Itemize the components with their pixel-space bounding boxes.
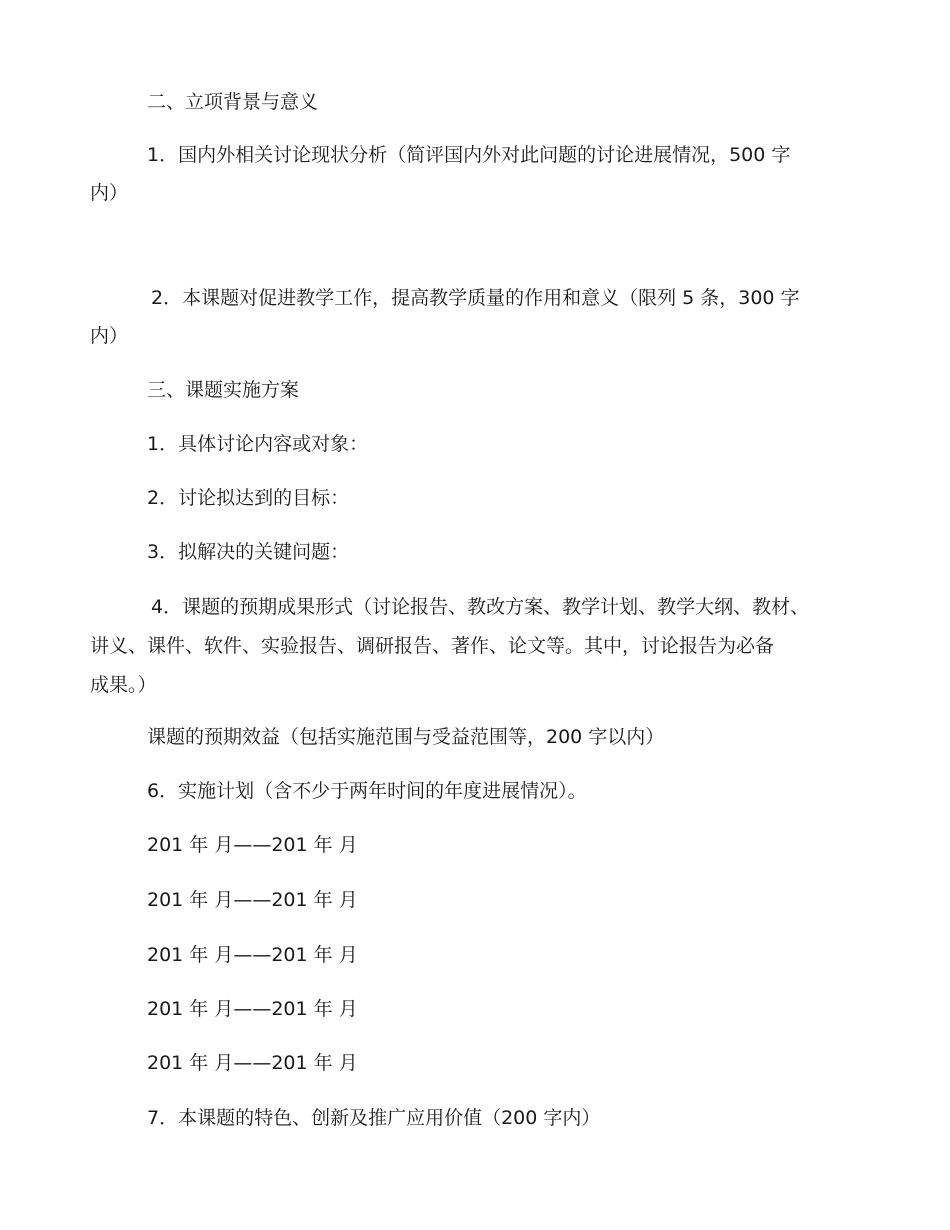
plan-item-2: 2．讨论拟达到的目标：: [147, 487, 350, 509]
item-2-line-1: 2．本课题对促进教学工作，提高教学质量的作用和意义（限列 5 条，300 字: [151, 287, 800, 309]
plan-item-4-line-3: 成果。）: [90, 674, 157, 696]
schedule-row: 201 年 月——201 年 月: [147, 998, 358, 1020]
plan-item-4-line-2: 讲义、课件、软件、实验报告、调研报告、著作、论文等。其中，讨论报告为必备: [90, 635, 775, 657]
plan-item-4-line-1: 4．课题的预期成果形式（讨论报告、教改方案、教学计划、教学大纲、教材、: [151, 596, 810, 618]
schedule-row: 201 年 月——201 年 月: [147, 834, 358, 856]
schedule-row: 201 年 月——201 年 月: [147, 944, 358, 966]
plan-item-1: 1．具体讨论内容或对象：: [147, 433, 369, 455]
plan-item-7: 7．本课题的特色、创新及推广应用价值（200 字内）: [147, 1107, 601, 1129]
schedule-row: 201 年 月——201 年 月: [147, 1052, 358, 1074]
item-1-line-2: 内）: [90, 182, 129, 204]
item-2-line-2: 内）: [90, 325, 129, 347]
section-heading-plan: 三、课题实施方案: [147, 379, 300, 401]
section-heading-background: 二、立项背景与意义: [147, 91, 319, 113]
plan-item-5: 课题的预期效益（包括实施范围与受益范围等，200 字以内）: [147, 726, 665, 748]
plan-item-3: 3．拟解决的关键问题：: [147, 541, 350, 563]
schedule-row: 201 年 月——201 年 月: [147, 889, 358, 911]
item-1-line-1: 1．国内外相关讨论现状分析（简评国内外对此问题的讨论进展情况，500 字: [147, 144, 791, 166]
plan-item-6: 6．实施计划（含不少于两年时间的年度进展情况）。: [147, 780, 587, 802]
